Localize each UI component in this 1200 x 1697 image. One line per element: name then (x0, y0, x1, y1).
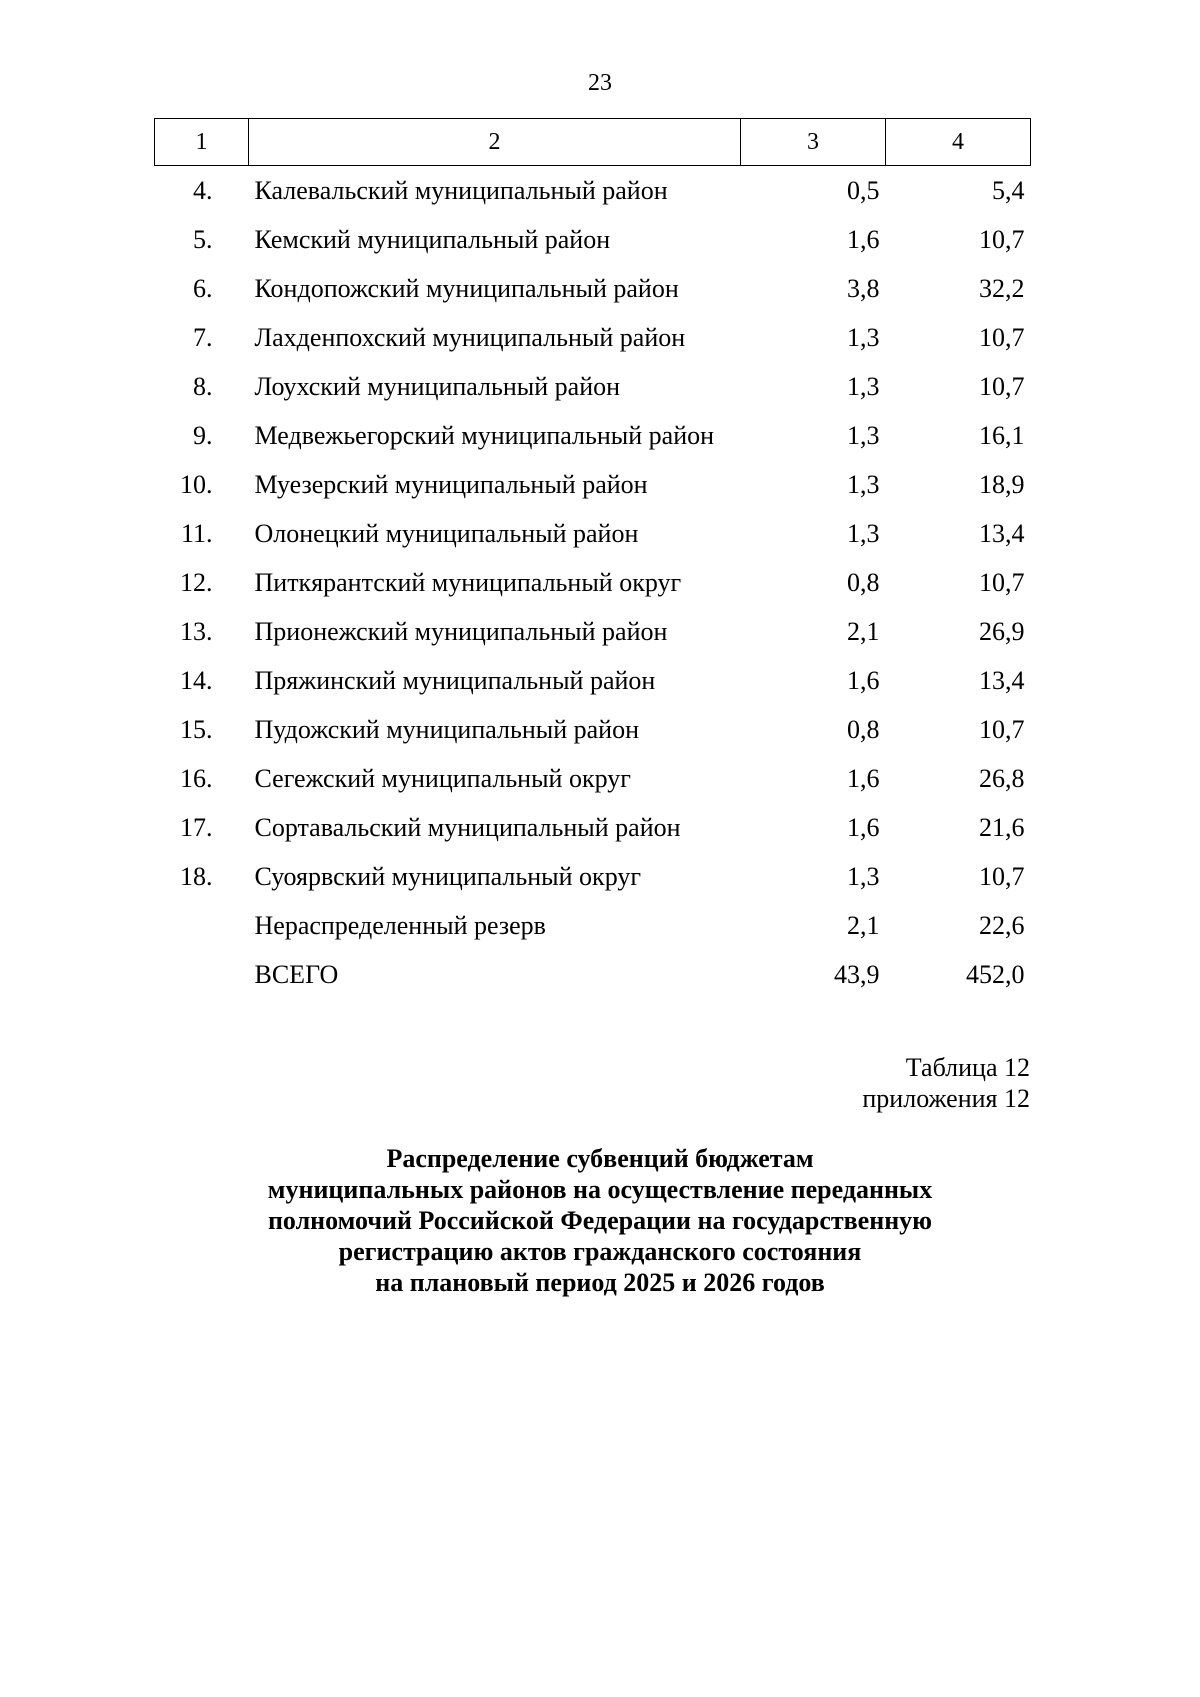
title-line: регистрацию актов гражданского состояния (338, 1237, 862, 1266)
row-value-col4: 18,9 (979, 469, 1025, 499)
row-value-col3: 2,1 (847, 616, 880, 646)
row-value-col4: 10,7 (979, 861, 1025, 891)
row-number (155, 901, 249, 950)
row-value-col3: 0,5 (847, 175, 880, 205)
row-name: Прионежский муниципальный район (254, 616, 668, 646)
row-value-col3: 1,3 (847, 518, 880, 548)
row-number: 14. (180, 665, 213, 695)
row-number: 6. (193, 273, 213, 303)
table-row (155, 754, 1031, 803)
row-value-col3: 1,3 (847, 861, 880, 891)
row-value-col3: 3,8 (847, 273, 880, 303)
row-value-col4: 10,7 (979, 714, 1025, 744)
row-value-col3: 2,1 (847, 910, 880, 940)
row-name: Калевальский муниципальный район (254, 175, 668, 205)
row-value-col4: 10,7 (979, 567, 1025, 597)
row-value-col4: 22,6 (979, 910, 1025, 940)
row-value-col3: 0,8 (847, 567, 880, 597)
table-row (155, 264, 1031, 313)
caption-appendix: приложения 12 (862, 1084, 1030, 1113)
row-name: Кемский муниципальный район (254, 224, 611, 254)
section-title (0, 1143, 1200, 1298)
row-name: Нераспределенный резерв (254, 910, 546, 940)
row-name: Пудожский муниципальный район (254, 714, 640, 744)
table-row (155, 950, 1031, 999)
row-name: Кондопожский муниципальный район (254, 273, 679, 303)
caption-table-number: Таблица 12 (905, 1053, 1030, 1082)
row-value-col4: 5,4 (992, 175, 1025, 205)
row-number: 8. (193, 371, 213, 401)
table-row (155, 852, 1031, 901)
table-row (155, 215, 1031, 264)
table-row (155, 460, 1031, 509)
row-number: 4. (193, 175, 213, 205)
row-value-col4: 452,0 (966, 959, 1025, 989)
row-number: 11. (180, 518, 213, 548)
table-body (155, 166, 1031, 1000)
subvention-table (154, 118, 1030, 999)
row-name: ВСЕГО (254, 959, 339, 989)
row-name: Сортавальский муниципальный район (254, 812, 681, 842)
table-row (155, 313, 1031, 362)
header-col-4: 4 (886, 119, 1031, 166)
row-value-col3: 1,3 (847, 322, 880, 352)
row-value-col4: 10,7 (979, 224, 1025, 254)
row-value-col4: 26,9 (979, 616, 1025, 646)
row-value-col3: 1,3 (847, 420, 880, 450)
table-row (155, 803, 1031, 852)
row-number (155, 950, 249, 999)
row-value-col4: 13,4 (979, 665, 1025, 695)
row-number: 12. (180, 567, 213, 597)
table-caption (862, 1052, 1030, 1114)
table-row (155, 362, 1031, 411)
row-value-col4: 13,4 (979, 518, 1025, 548)
table-row (155, 901, 1031, 950)
title-line: на плановый период 2025 и 2026 годов (375, 1268, 825, 1297)
data-table (154, 118, 1031, 999)
row-name: Муезерский муниципальный район (254, 469, 648, 499)
header-col-2: 2 (249, 119, 741, 166)
row-name: Лахденпохский муниципальный район (254, 322, 686, 352)
table-row (155, 166, 1031, 216)
row-name: Питкярантский муниципальный округ (254, 567, 682, 597)
row-number: 15. (180, 714, 213, 744)
row-value-col4: 16,1 (979, 420, 1025, 450)
row-value-col3: 1,6 (847, 812, 880, 842)
page-number: 23 (588, 70, 612, 96)
row-number: 10. (180, 469, 213, 499)
row-name: Лоухский муниципальный район (254, 371, 621, 401)
row-value-col3: 1,6 (847, 763, 880, 793)
row-value-col3: 43,9 (834, 959, 880, 989)
row-number: 16. (180, 763, 213, 793)
row-value-col3: 1,6 (847, 224, 880, 254)
row-number: 13. (180, 616, 213, 646)
table-row (155, 656, 1031, 705)
row-value-col3: 0,8 (847, 714, 880, 744)
row-name: Суоярвский муниципальный округ (254, 861, 642, 891)
row-value-col4: 32,2 (979, 273, 1025, 303)
row-value-col4: 10,7 (979, 371, 1025, 401)
title-line: муниципальных районов на осуществление переданных (267, 1175, 933, 1204)
table-row (155, 558, 1031, 607)
row-name: Медвежьегорский муниципальный район (254, 420, 715, 450)
header-col-3: 3 (741, 119, 886, 166)
row-value-col3: 1,3 (847, 371, 880, 401)
row-name: Олонецкий муниципальный район (254, 518, 639, 548)
row-value-col4: 10,7 (979, 322, 1025, 352)
row-value-col4: 26,8 (979, 763, 1025, 793)
row-number: 17. (180, 812, 213, 842)
table-row (155, 509, 1031, 558)
table-row (155, 411, 1031, 460)
row-name: Пряжинский муниципальный район (254, 665, 656, 695)
row-number: 5. (193, 224, 213, 254)
row-number: 7. (193, 322, 213, 352)
title-line: полномочий Российской Федерации на государственную (267, 1206, 933, 1235)
table-row (155, 607, 1031, 656)
row-name: Сегежский муниципальный округ (254, 763, 631, 793)
table-header-row (155, 119, 1031, 166)
row-value-col3: 1,3 (847, 469, 880, 499)
row-value-col4: 21,6 (979, 812, 1025, 842)
row-value-col3: 1,6 (847, 665, 880, 695)
row-number: 9. (193, 420, 213, 450)
header-col-1: 1 (155, 119, 249, 166)
title-line: Распределение субвенций бюджетам (386, 1144, 814, 1173)
row-number: 18. (180, 861, 213, 891)
table-row (155, 705, 1031, 754)
